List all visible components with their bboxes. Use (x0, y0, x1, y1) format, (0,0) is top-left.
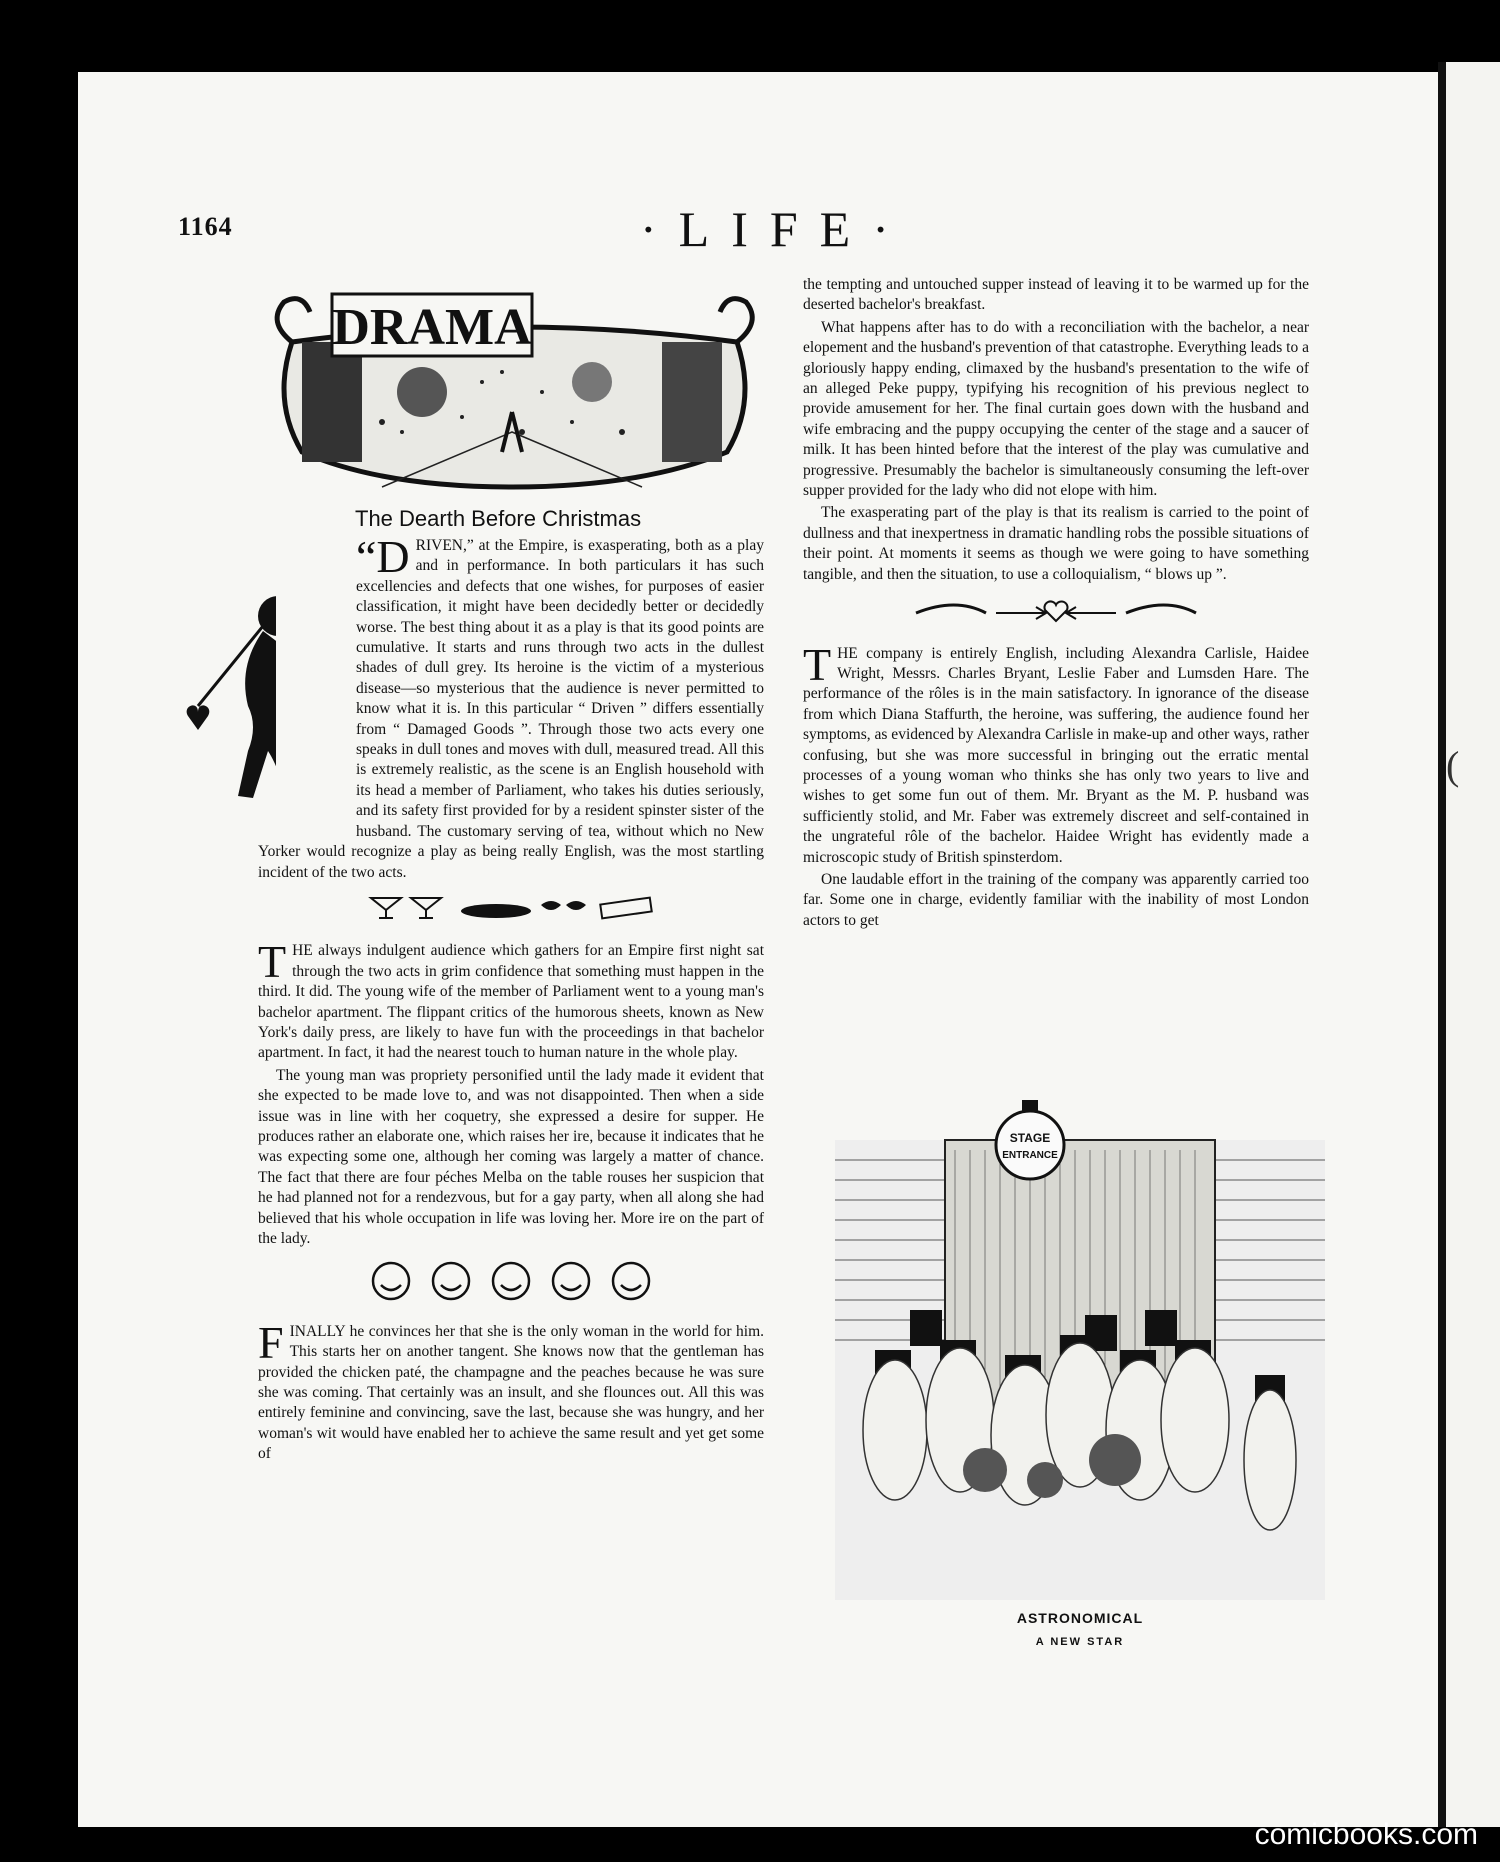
drop-cap-f: F (258, 1316, 284, 1368)
cupid-silhouette (178, 536, 276, 836)
drama-banner-illustration (262, 282, 767, 492)
sign-line-2: ENTRANCE (1002, 1150, 1058, 1161)
ornament-laughing-faces (258, 1259, 764, 1309)
article-column-right (803, 275, 1309, 933)
paragraph-2: HE always indulgent audience which gathers for an Empire first night sat through the two acts in grim confidence that something must happen in the third. It did. The young wife of the member of Parliament went to a young man's bachelor apartment. The flippant critics of the humorous sheets, known as New York's daily press, are likely to have fun with the proceedings in that bachelor apartment. In fact, it had the nearest touch to human nature in the whole play. (258, 942, 764, 1062)
paragraph-8: HE company is entirely English, including Alexandra Carlisle, Haidee Wright, Messrs. Charles Bryant, Leslie Faber and Lumsden Hare. The performance of the rôles is in the main satisfactory. In ignorance of the disease from which Diana Staffurth, the heroine, was suffering, the audience found her symptoms, as evidenced by Alexandra Carlisle in make-up and other ways, rather confusing, but she was more successful in bringing out the erratic mental processes of a young woman who thinks she has only two years to live and wishes to get some fun out of them. Mr. Bryant as the M. P. husband was sufficiently stolid, and Mr. Faber was extremely discreet and self-contained in the ungrateful rôle of the bachelor. Haidee Wright has evidently made a microscopic study of British spinsterdom. (803, 644, 1309, 866)
stage-entrance-cartoon (835, 1100, 1325, 1600)
paragraph-6: What happens after has to do with a reconciliation with the bachelor, a near elopement and the husband's prevention of that catastrophe. Everything leads to a gloriously happy ending, climaxed by the husband's presentation to the wife of an alleged Peke puppy, typifying his recognition of his previous neglect to provide amusement for her. The final curtain goes down with the husband and wife embracing and the puppy occupying the center of the stage and a saucer of milk. It has been hinted before that the interest of the play was cumulative and progressive. Presumably the bachelor is simultaneously consuming the left-over supper provided for the lady who did not elope with him. (803, 318, 1309, 500)
paragraph-5: the tempting and untouched supper instead of leaving it to be warmed up for the deserted bachelor's breakfast. (803, 276, 1309, 314)
paragraph-9: One laudable effort in the training of the company was apparently carried too far. Some one in charge, evidently familiar with the inability of most London actors to get (803, 870, 1309, 929)
paragraph-7: The exasperating part of the play is that its realism is carried to the point of dullness and that inexpertness in dramatic handling robs the possible situations of their point. At moments it seems as though we were going to have something tangible, and then the situation, to use a colloquialism, “ blows up ”. (803, 504, 1309, 583)
site-watermark: comicbooks.com (1254, 1818, 1478, 1851)
drop-cap-d: “D (356, 531, 410, 582)
paragraph-1: RIVEN,” at the Empire, is exasperating, both as a play and in performance. In both particulars it has such excellencies and defects that one wishes, for purposes of easier classification, it might have been decidedly better or decidedly worse. The best thing about it as a play is that its good points are cumulative. It starts and runs through two acts in the dullest shades of dull grey. Its heroine is the victim of a mysterious disease—so mysterious that the audience is never permitted to know what it is. In this particular “ Driven ” differs essentially from “ Damaged Goods ”. Through those two acts every one speaks in dull tones and moves with dull, measured tread. All this is extremely realistic, as the scene is an English household with its head a member of Parliament, who takes his duties seriously, and its safety first provided for by a resident spinster sister of the husband. The customary serving of tea, without which no New Yorker would recognize a play as being really English, was the most startling incident of the two acts. (258, 537, 764, 881)
page-number: 1164 (178, 212, 233, 241)
drop-cap-t2: T (803, 638, 832, 690)
drama-title: DRAMA (332, 299, 532, 356)
article-column-left (258, 531, 764, 1467)
page-gutter (1438, 62, 1446, 1827)
ornament-heart-arrows (803, 595, 1309, 631)
next-page-edge (1446, 62, 1500, 1827)
sign-line-1: STAGE (1009, 1131, 1051, 1145)
cupid-illustration (258, 536, 356, 836)
paragraph-3: The young man was propriety personified until the lady made it evident that she expected to be made love to, and was not disappointed. Then when a side issue was in line with her coquetry, she expressed a desire for supper. He produces rather an elaborate one, which raises her ire, because it indicates that he was expecting some one, although her coming was largely a matter of chance. The fact that there are four péches Melba on the table rouses her suspicion that he had planned not for a rendezvous, but for a gay party, when all along she had believed that his whole occupation in life was loving her. More ire on the part of the lady. (258, 1066, 764, 1247)
cartoon-subcaption: A NEW STAR (1035, 1636, 1125, 1648)
cartoon-caption: ASTRONOMICAL (1016, 1610, 1144, 1626)
ornament-tea-service (258, 893, 764, 929)
paragraph-4: INALLY he convinces her that she is the only woman in the world for him. This starts her on another tangent. She knows now that the gentleman has provided the chicken paté, the champagne and the peaches because he was sure she was coming. That certainly was an insult, and she flounces out. All this was entirely feminine and convincing, save the last, because she was hungry, and her woman's wit would have enabled her to achieve the same result and yet get some of (258, 1322, 764, 1463)
drop-cap-t: T (258, 936, 287, 988)
partial-glyph: ( (1446, 743, 1460, 788)
article-headline: The Dearth Before Christmas (355, 506, 642, 531)
masthead-title: ·LIFE· (640, 201, 911, 257)
